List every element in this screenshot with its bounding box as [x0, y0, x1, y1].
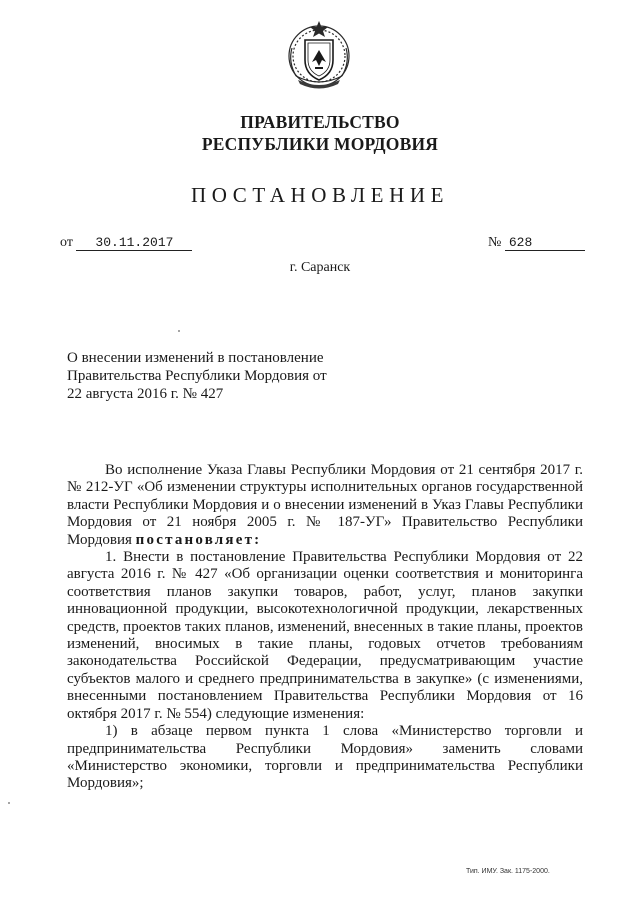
- preamble-paragraph: [67, 462, 583, 549]
- document-subject: [67, 349, 367, 403]
- print-mark: Тип. ИМУ. Зак. 1175-2000.: [466, 868, 550, 875]
- clause-1-paragraph: 1. Внести в постановление Правительства Республики Мордовия от 22 августа 2016 г. № 427 «Об организации оценки соответствия и мониторинга соответствия планов закупки товаров, работ, услуг, планов закупки инновационной продукции, высокотехнологичной продукции, лекарственных средств, проектов таких планов, изменений, внесенных в такие планы, проектов изменений, вносимых в такие планы, годовых отчетов требованиям законодательства Российской Федерации, предусматривающим участие субъектов малого и среднего предпринимательства в закупке» (с изменениями, внесенными постановлением Правительства Республики Мордовия от 16 октября 2017 г. № 554) следующие изменения:: [67, 549, 583, 722]
- mordovia-coat-of-arms-icon: [284, 18, 354, 92]
- organization-region: РЕСПУБЛИКИ МОРДОВИЯ: [201, 134, 439, 154]
- number-field: [488, 235, 585, 251]
- subject-line: Правительства Республики Мордовия от: [67, 368, 327, 384]
- date-field: [60, 235, 192, 251]
- preamble-text: Во исполнение Указа Главы Республики Мордовия от 21 сентября 2017 г. № 212-УГ «Об изменении структуры исполнительных органов государственной власти Республики Мордовия и о внесении изменений в Указ Главы Республики Мордовия от 21 ноября 2005 г. № 187-УГ» Правительство Республики Мордовия: [67, 462, 583, 548]
- subject-line: 22 августа 2016 г. № 427: [67, 386, 224, 402]
- document-body: [67, 462, 583, 793]
- scan-speck: [178, 330, 180, 332]
- resolution-keyword: постановляет:: [135, 531, 262, 548]
- organization-name: ПРАВИТЕЛЬСТВО: [240, 112, 400, 132]
- place-of-issue: г. Саранск: [289, 260, 351, 275]
- document-number: 628: [505, 235, 585, 251]
- subclause-1-paragraph: 1) в абзаце первом пункта 1 слова «Министерство торговли и предпринимательства Республики Мордовия» заменить словами «Министерство экономики, торговли и предпринимательства Республики Мордовия»;: [67, 723, 583, 792]
- document-date: 30.11.2017: [76, 235, 192, 251]
- number-prefix: №: [488, 235, 502, 250]
- document-type-title: ПОСТАНОВЛЕНИЕ: [190, 183, 450, 207]
- scan-speck: [8, 802, 10, 804]
- subject-line: О внесении изменений в постановление: [67, 350, 324, 366]
- date-prefix: от: [60, 235, 73, 250]
